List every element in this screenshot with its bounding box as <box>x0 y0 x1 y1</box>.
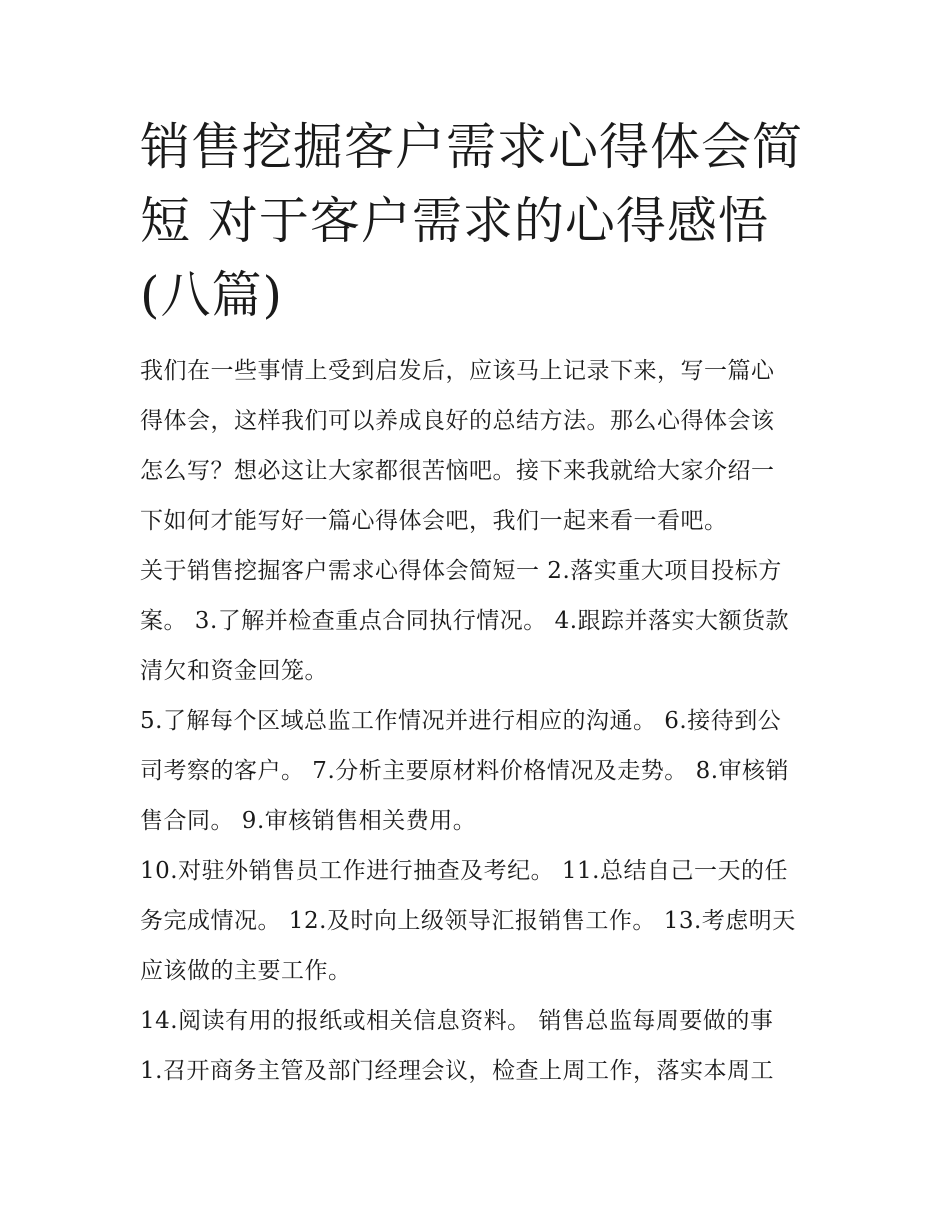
text-line: 关于销售挖掘客户需求心得体会简短一 2.落实重大项目投标方 <box>140 558 782 584</box>
intro-paragraph <box>140 346 820 546</box>
title-line: 短 对于客户需求的心得感悟 <box>140 192 769 250</box>
title-line: (八篇) <box>140 266 284 324</box>
body-paragraph <box>140 546 820 696</box>
text-line: 14.阅读有用的报纸或相关信息资料。 销售总监每周要做的事 <box>140 1008 774 1034</box>
text-line: 案。 3.了解并检查重点合同执行情况。 4.跟踪并落实大额货款 <box>140 608 790 634</box>
body-paragraph <box>140 846 820 996</box>
document-page <box>140 110 820 1096</box>
text-line: 1.召开商务主管及部门经理会议，检查上周工作，落实本周工 <box>140 1058 774 1084</box>
text-line: 应该做的主要工作。 <box>140 958 352 984</box>
title-line: 销售挖掘客户需求心得体会简 <box>140 118 803 176</box>
text-line: 下如何才能写好一篇心得体会吧，我们一起来看一看吧。 <box>140 508 728 534</box>
body-paragraph <box>140 996 820 1096</box>
text-line: 怎么写？想必这让大家都很苦恼吧。接下来我就给大家介绍一 <box>140 458 775 484</box>
text-line: 5.了解每个区域总监工作情况并进行相应的沟通。 6.接待到公 <box>140 708 782 734</box>
document-title <box>140 110 820 332</box>
text-line: 清欠和资金回笼。 <box>140 658 328 684</box>
text-line: 售合同。 9.审核销售相关费用。 <box>140 808 477 834</box>
body-paragraph <box>140 696 820 846</box>
text-line: 务完成情况。 12.及时向上级领导汇报销售工作。 13.考虑明天 <box>140 908 796 934</box>
text-line: 我们在一些事情上受到启发后，应该马上记录下来，写一篇心 <box>140 358 775 384</box>
text-line: 得体会，这样我们可以养成良好的总结方法。那么心得体会该 <box>140 408 775 434</box>
text-line: 10.对驻外销售员工作进行抽查及考纪。 11.总结自己一天的任 <box>140 858 788 884</box>
text-line: 司考察的客户。 7.分析主要原材料价格情况及走势。 8.审核销 <box>140 758 790 784</box>
